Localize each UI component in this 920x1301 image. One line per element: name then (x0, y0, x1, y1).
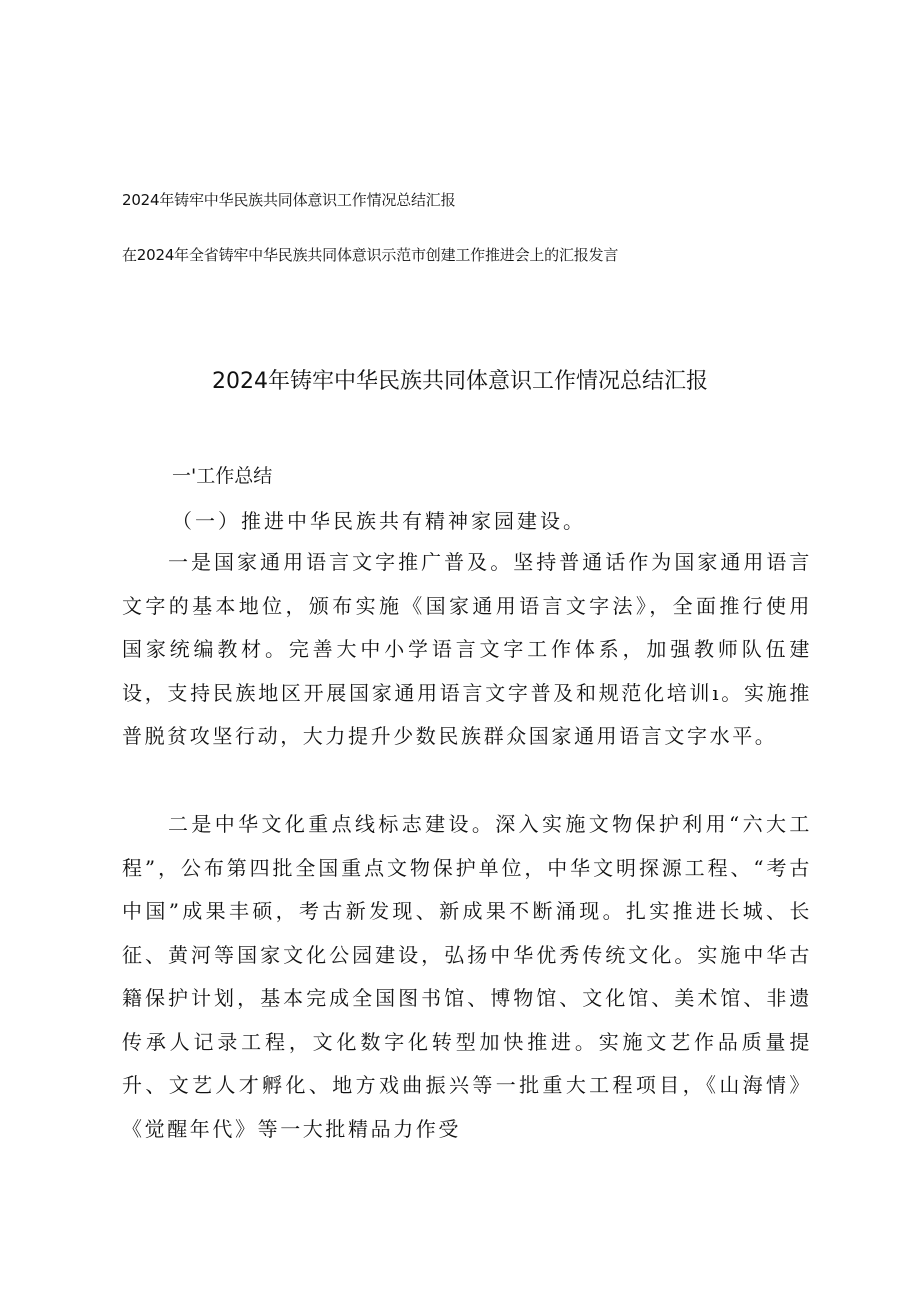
paragraph-language: 一是国家通用语言文字推广普及。坚持普通话作为国家通用语言文字的基本地位，颁布实施《国家通用语言文字法》，全面推行使用国家统编教材。完善大中小学语言文字工作体系，加强教师队伍建设，支持民族地区开展国家通用语言文字普及和规范化培训ı。实施推普脱贫攻坚行动，大力提升少数民族群众国家通用语言文字水平。 (122, 550, 812, 748)
toc-entry-speech: 在2024年全省铸牢中华民族共同体意识示范市创建工作推进会上的汇报发言 (122, 246, 619, 264)
document-title: 2024年铸牢中华民族共同体意识工作情况总结汇报 (212, 369, 708, 394)
section-heading: 一'工作总结 (172, 465, 273, 487)
paragraph-culture: 二是中华文化重点线标志建设。深入实施文物保护利用“六大工程”，公布第四批全国重点文物保护单位，中华文明探源工程、“考古中国”成果丰硕，考古新发现、新成果不断涌现。扎实推进长城、长征、黄河等国家文化公园建设，弘扬中华优秀传统文化。实施中华古籍保护计划，基本完成全国图书馆、博物馆、文化馆、美术馆、非遗传承人记录工程，文化数字化转型加快推进。实施文艺作品质量提升、文艺人才孵化、地方戏曲振兴等一批重大工程项目，《山海情》《觉醒年代》等一大批精品力作受 (122, 812, 812, 1141)
sub-heading: （一）推进中华民族共有精神家园建设。 (172, 509, 586, 533)
toc-entry-title: 2024年铸牢中华民族共同体意识工作情况总结汇报 (122, 191, 456, 209)
